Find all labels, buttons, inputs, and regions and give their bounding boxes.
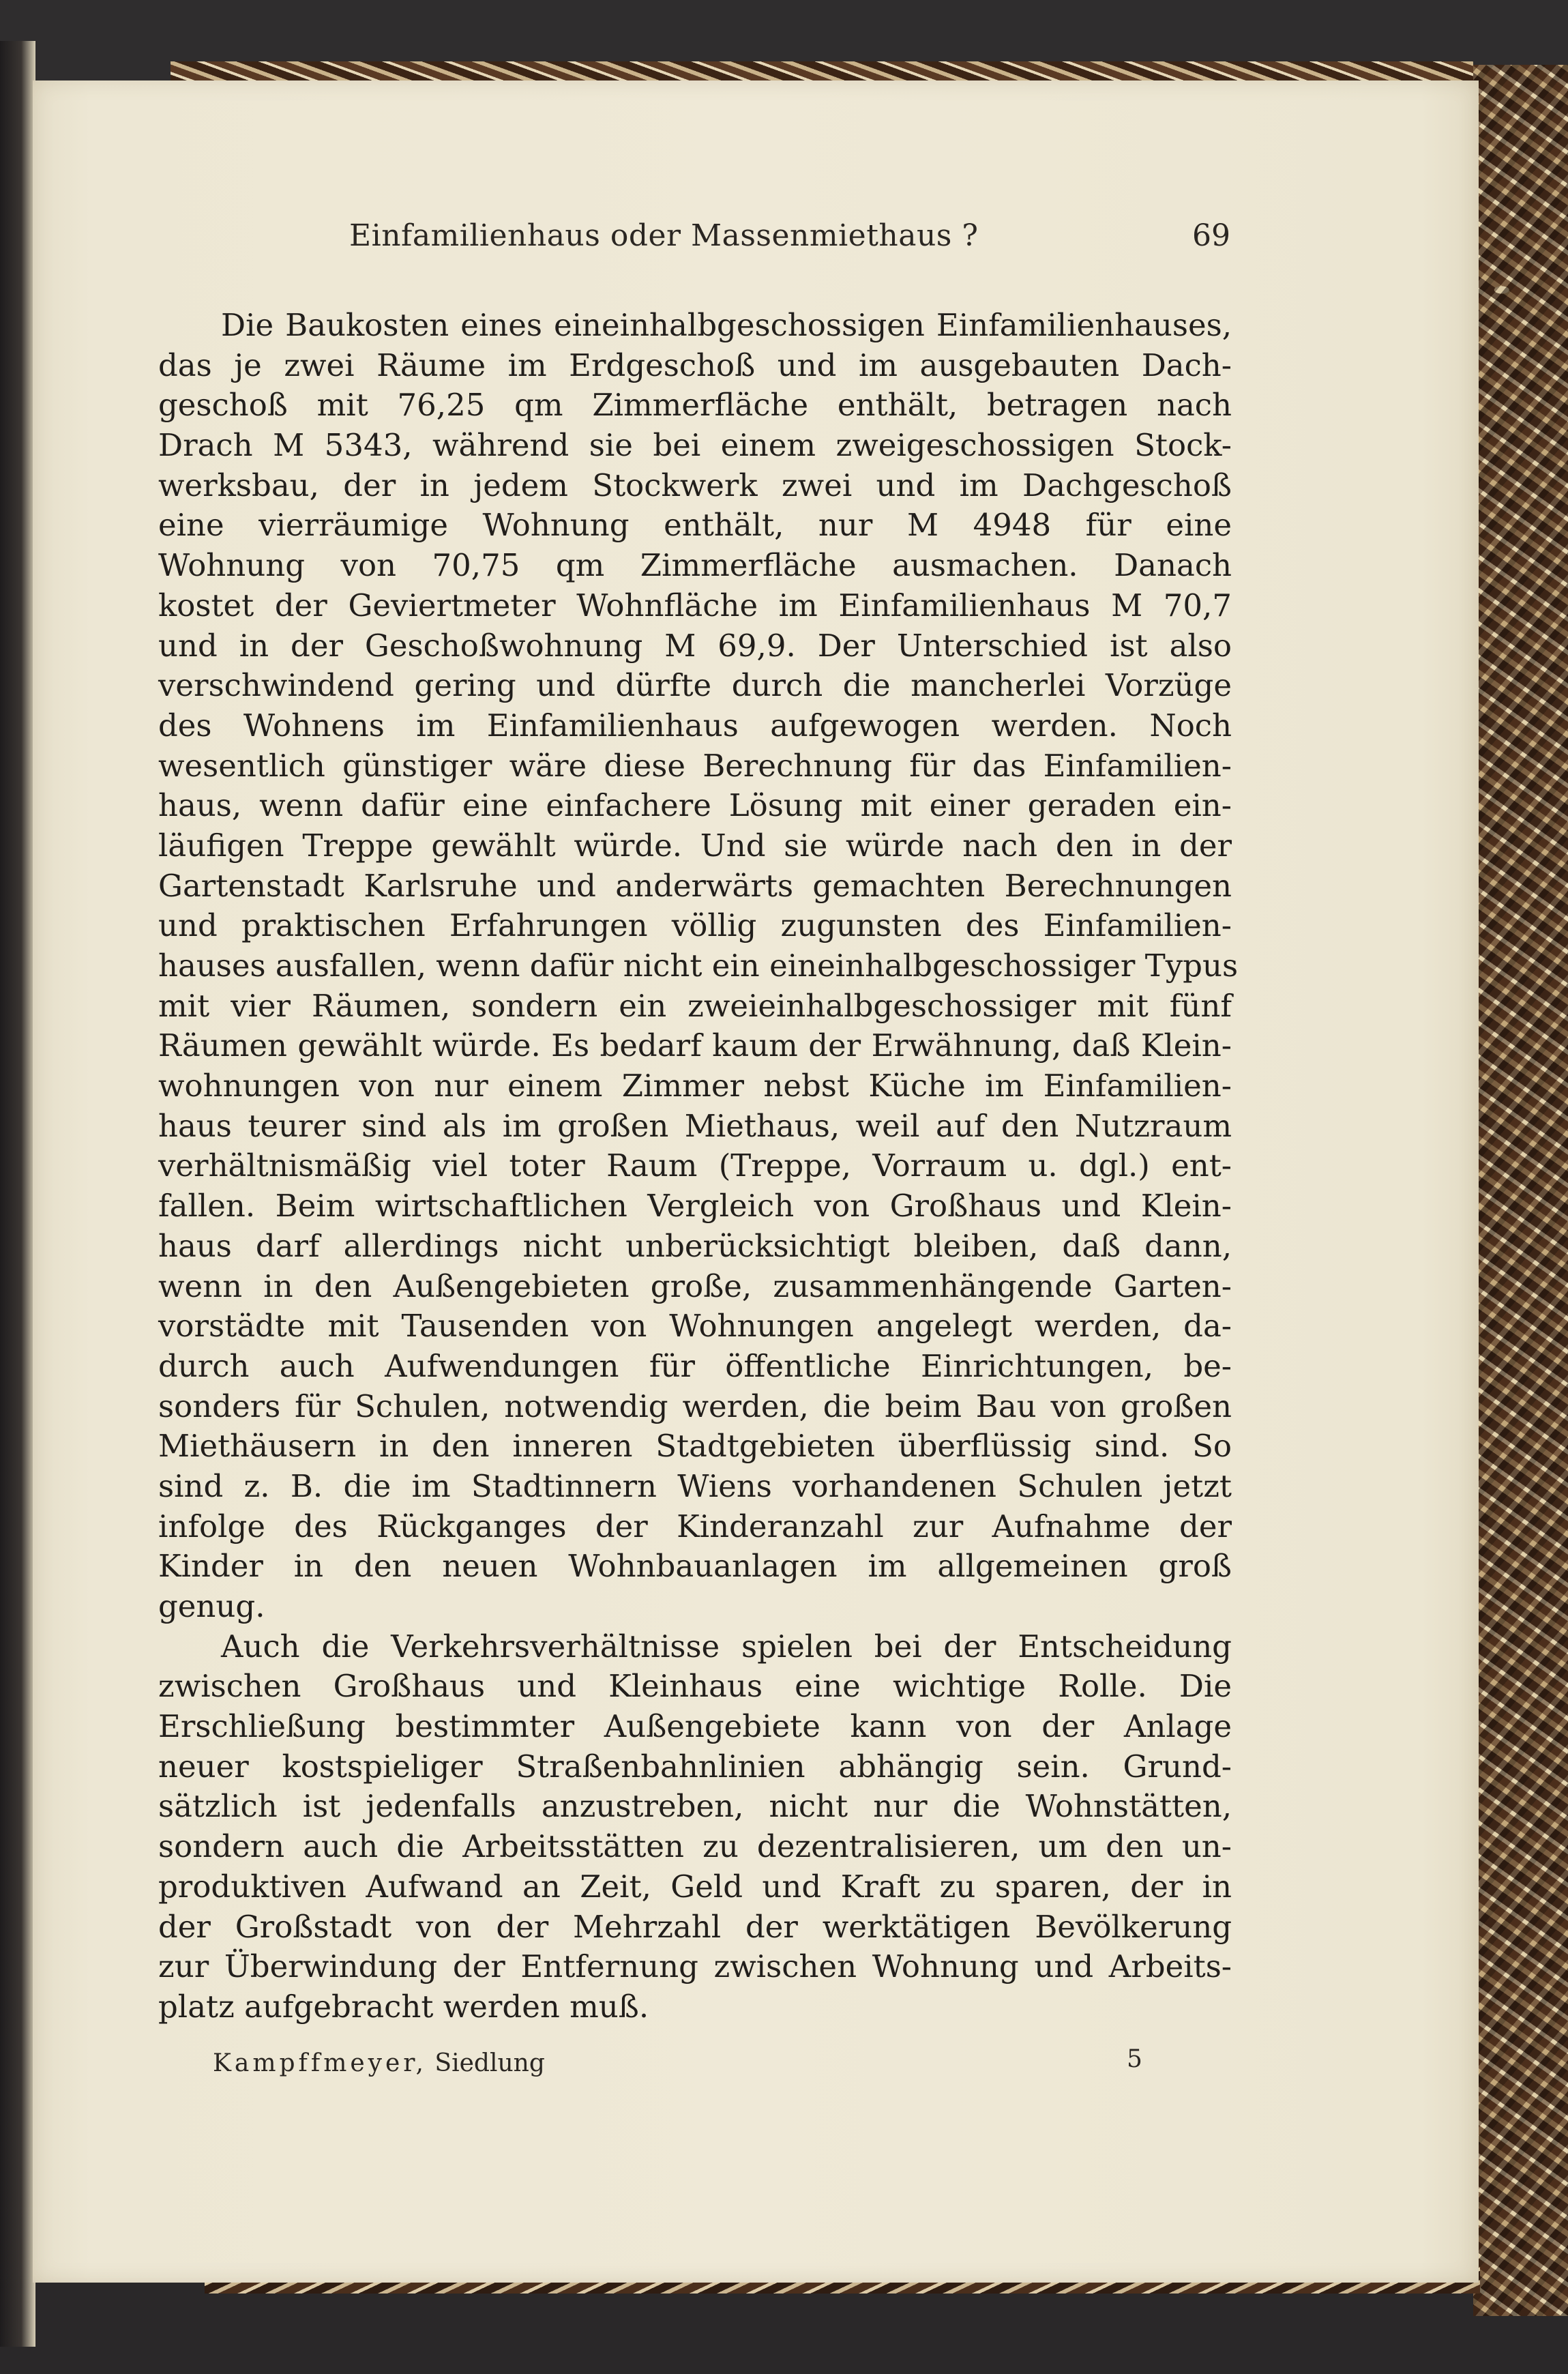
running-title: Einfamilienhaus oder Massenmiethaus ? (349, 218, 979, 253)
text-line: sondern auch die Arbeitsstätten zu dezentralisieren, um den un- (158, 1828, 1232, 1865)
body-text (158, 306, 1239, 2027)
footer-author-line (213, 2049, 545, 2077)
text-line: Gartenstadt Karlsruhe und anderwärts gemachten Berechnungen (158, 867, 1232, 904)
text-line: vorstädte mit Tausenden von Wohnungen angelegt werden, da- (158, 1308, 1232, 1345)
text-line: Wohnung von 70,75 qm Zimmerfläche ausmachen. Danach (158, 547, 1232, 584)
text-line: durch auch Aufwendungen für öffentliche Einrichtungen, be- (158, 1347, 1232, 1384)
text-line: Auch die Verkehrsverhältnisse spielen bei der Entscheidung (221, 1628, 1232, 1665)
short-title: Siedlung (434, 2049, 545, 2077)
text-line: infolge des Rückganges der Kinderanzahl zur Aufnahme der (158, 1508, 1232, 1544)
text-line: hauses ausfallen, wenn dafür nicht ein eineinhalbgeschossiger Typus (158, 948, 1239, 984)
text-line: das je zwei Räume im Erdgeschoß und im ausgebauten Dach- (158, 347, 1232, 383)
marbled-fore-edge (1473, 65, 1568, 2316)
text-line: Kinder in den neuen Wohnbauanlagen im allgemeinen groß (158, 1548, 1232, 1585)
book-gutter (0, 41, 35, 2347)
signature-mark: 5 (1127, 2045, 1142, 2073)
text-line: haus darf allerdings nicht unberücksichtigt bleiben, daß dann, (158, 1227, 1232, 1264)
text-line: sind z. B. die im Stadtinnern Wiens vorhandenen Schulen jetzt (158, 1467, 1232, 1504)
text-line: läufigen Treppe gewählt würde. Und sie würde nach den in der (158, 827, 1232, 864)
text-line: Räumen gewählt würde. Es bedarf kaum der Erwähnung, daß Klein- (158, 1027, 1232, 1064)
text-line: fallen. Beim wirtschaftlichen Vergleich von Großhaus und Klein- (158, 1188, 1232, 1225)
text-line: haus, wenn dafür eine einfachere Lösung mit einer geraden ein- (158, 787, 1232, 824)
author-name: Kampffmeyer, (213, 2049, 427, 2077)
text-line: des Wohnens im Einfamilienhaus aufgewogen werden. Noch (158, 707, 1232, 744)
text-line: zur Überwindung der Entfernung zwischen Wohnung und Arbeits- (158, 1948, 1232, 1985)
text-line: wesentlich günstiger wäre diese Berechnung für das Einfamilien- (158, 747, 1232, 784)
text-line: und praktischen Erfahrungen völlig zugunsten des Einfamilien- (158, 907, 1232, 944)
text-line: neuer kostspieliger Straßenbahnlinien abhängig sein. Grund- (158, 1748, 1232, 1785)
text-line: wenn in den Außengebieten große, zusammenhängende Garten- (158, 1267, 1232, 1304)
text-line: genug. (158, 1588, 265, 1624)
text-line: kostet der Geviertmeter Wohnfläche im Einfamilienhaus M 70,7 (158, 587, 1232, 624)
text-line: wohnungen von nur einem Zimmer nebst Küche im Einfamilien- (158, 1068, 1232, 1104)
text-line: geschoß mit 76,25 qm Zimmerfläche enthält, betragen nach (158, 387, 1232, 424)
text-line: verhältnismäßig viel toter Raum (Treppe, Vorraum u. dgl.) ent- (158, 1147, 1232, 1184)
text-line: Erschließung bestimmter Außengebiete kann von der Anlage (158, 1708, 1232, 1745)
text-line: Die Baukosten eines eineinhalbgeschossigen Einfamilienhauses, (221, 307, 1232, 343)
text-line: produktiven Aufwand an Zeit, Geld und Kraft zu sparen, der in (158, 1868, 1232, 1905)
text-line: sonders für Schulen, notwendig werden, die beim Bau von großen (158, 1388, 1232, 1424)
text-line: Drach M 5343, während sie bei einem zweigeschossigen Stock- (158, 427, 1232, 464)
text-line: mit vier Räumen, sondern ein zweieinhalbgeschossiger mit fünf (158, 987, 1232, 1024)
text-line: sätzlich ist jedenfalls anzustreben, nicht nur die Wohnstätten, (158, 1788, 1232, 1825)
text-line: und in der Geschoßwohnung M 69,9. Der Unterschied ist also (158, 627, 1232, 664)
text-line: verschwindend gering und dürfte durch die mancherlei Vorzüge (158, 667, 1232, 704)
text-line: der Großstadt von der Mehrzahl der werktätigen Bevölkerung (158, 1908, 1232, 1945)
page-number: 69 (1192, 218, 1230, 253)
text-line: werksbau, der in jedem Stockwerk zwei und im Dachgeschoß (158, 467, 1232, 503)
text-line: eine vierräumige Wohnung enthält, nur M 4948 für eine (158, 507, 1232, 544)
text-line: zwischen Großhaus und Kleinhaus eine wichtige Rolle. Die (158, 1668, 1232, 1705)
text-line: haus teurer sind als im großen Miethaus, weil auf den Nutzraum (158, 1107, 1232, 1144)
text-line: platz aufgebracht werden muß. (158, 1988, 649, 2025)
text-line: Miethäusern in den inneren Stadtgebieten überflüssig sind. So (158, 1428, 1232, 1465)
